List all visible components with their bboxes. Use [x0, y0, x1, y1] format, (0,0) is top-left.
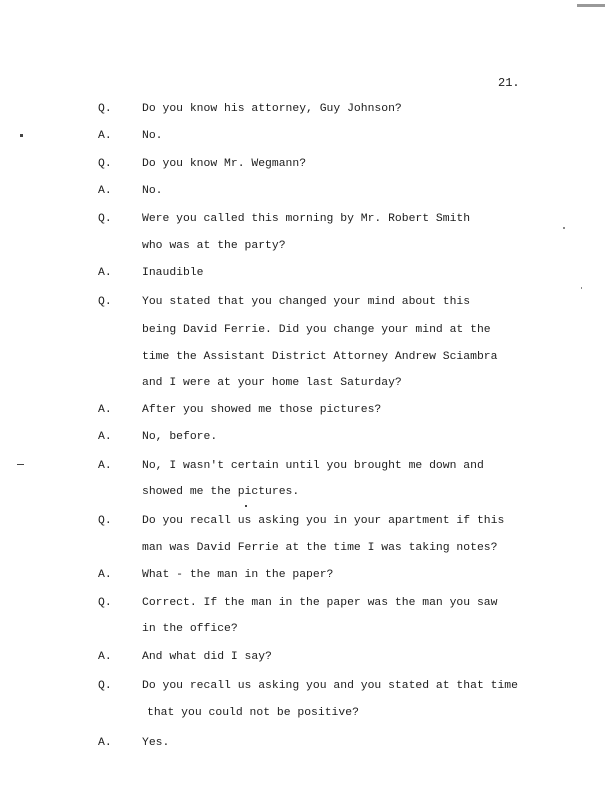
line-text: time the Assistant District Attorney Andrew Sciambra [142, 351, 498, 363]
line-text: in the office? [142, 623, 238, 635]
transcript-line [0, 183, 612, 199]
transcript-line [0, 402, 612, 418]
line-text: What - the man in the paper? [142, 569, 334, 581]
transcript-line [0, 458, 612, 474]
line-text: And what did I say? [142, 651, 272, 663]
transcript-line [0, 238, 612, 254]
transcript-line [0, 705, 612, 721]
speaker-label: A. [98, 130, 112, 142]
line-text: Do you recall us asking you in your apartment if this [142, 515, 505, 527]
transcript-line [0, 322, 612, 338]
transcript-line [0, 678, 612, 694]
transcript-line [0, 128, 612, 144]
line-text: who was at the party? [142, 240, 286, 252]
scan-speck [577, 4, 605, 7]
scan-speck [245, 505, 247, 507]
transcript-line [0, 349, 612, 365]
speaker-label: A. [98, 569, 112, 581]
speaker-label: A. [98, 651, 112, 663]
speaker-label: Q. [98, 296, 112, 308]
line-text: You stated that you changed your mind about this [142, 296, 471, 308]
speaker-label: Q. [98, 597, 112, 609]
speaker-label: A. [98, 185, 112, 197]
transcript-line [0, 156, 612, 172]
line-text: and I were at your home last Saturday? [142, 377, 402, 389]
scan-speck [581, 287, 582, 289]
scan-speck [17, 464, 24, 465]
transcript-line [0, 265, 612, 281]
page-number: 21. [498, 76, 520, 90]
line-text: man was David Ferrie at the time I was taking notes? [142, 542, 498, 554]
line-text: No, before. [142, 431, 218, 443]
scan-speck [563, 227, 565, 229]
speaker-label: Q. [98, 213, 112, 225]
transcript-line [0, 595, 612, 611]
speaker-label: Q. [98, 515, 112, 527]
transcript-line [0, 211, 612, 227]
transcript-line [0, 484, 612, 500]
speaker-label: Q. [98, 158, 112, 170]
speaker-label: Q. [98, 680, 112, 692]
transcript-line [0, 429, 612, 445]
transcript-line [0, 375, 612, 391]
line-text: Do you recall us asking you and you stated at that time [142, 680, 518, 692]
transcript-line [0, 567, 612, 583]
speaker-label: A. [98, 737, 112, 749]
transcript-line [0, 294, 612, 310]
line-text: Correct. If the man in the paper was the man you saw [142, 597, 498, 609]
speaker-label: A. [98, 431, 112, 443]
transcript-line [0, 621, 612, 637]
transcript-line [0, 540, 612, 556]
speaker-label: A. [98, 404, 112, 416]
line-text: Do you know Mr. Wegmann? [142, 158, 307, 170]
line-text: No. [142, 130, 163, 142]
line-text: Inaudible [142, 267, 204, 279]
line-text: Were you called this morning by Mr. Robert Smith [142, 213, 471, 225]
line-text: being David Ferrie. Did you change your mind at the [142, 324, 491, 336]
line-text: Yes. [142, 737, 170, 749]
scan-speck [20, 134, 23, 137]
speaker-label: A. [98, 460, 112, 472]
line-text: showed me the pictures. [142, 486, 300, 498]
speaker-label: A. [98, 267, 112, 279]
transcript-line [0, 735, 612, 751]
speaker-label: Q. [98, 103, 112, 115]
line-text: No, I wasn't certain until you brought me down and [142, 460, 484, 472]
line-text: that you could not be positive? [147, 707, 359, 719]
line-text: Do you know his attorney, Guy Johnson? [142, 103, 402, 115]
line-text: No. [142, 185, 163, 197]
transcript-line [0, 649, 612, 665]
transcript-line [0, 513, 612, 529]
line-text: After you showed me those pictures? [142, 404, 382, 416]
transcript-line [0, 101, 612, 117]
